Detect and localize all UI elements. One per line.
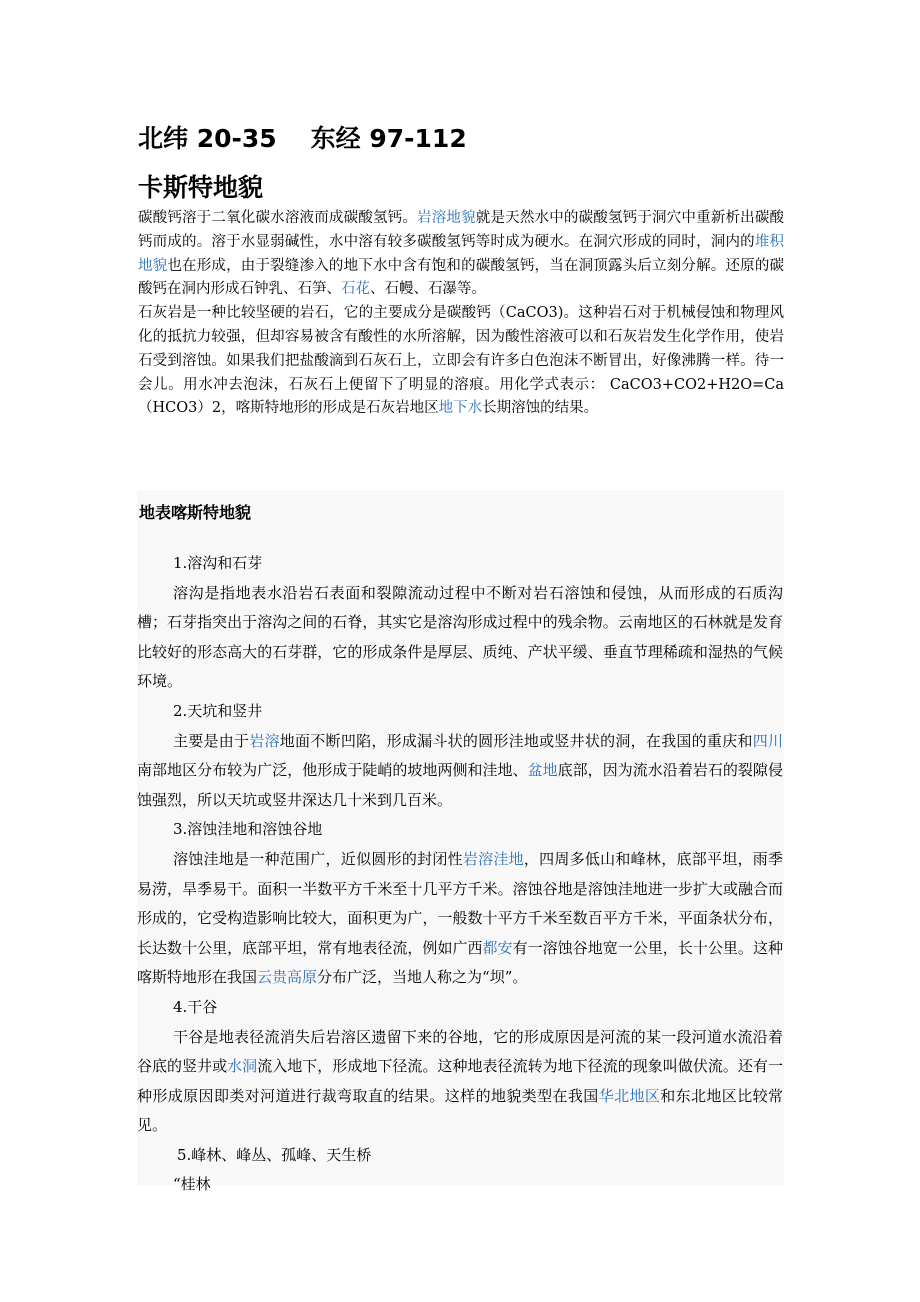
text-run: 地面不断凹陷，形成漏斗状的圆形洼地或竖井状的洞，在我国的重庆和 <box>279 731 753 750</box>
latitude-text: 北纬 20-35 <box>138 124 277 153</box>
text-run: 碳酸钙溶于二氧化碳水溶液而成碳酸氢钙。 <box>138 210 418 226</box>
text-run: 有一溶蚀谷地宽一公里，长十公里。这种喀斯特地形在我国 <box>137 938 783 987</box>
intro-section <box>138 207 784 421</box>
text-run: 干谷是地表径流消失后岩溶区遗留下来的谷地，它的形成原因是河流的某一段河道水流沿着谷底的竖井或 <box>137 1027 783 1076</box>
hyperlink[interactable]: 堆积地貌 <box>138 233 784 274</box>
text-run: 、石幔、石瀑等。 <box>370 281 486 298</box>
text-run: 5.峰林、峰丛、孤峰、天生桥 <box>177 1145 372 1164</box>
hyperlink[interactable]: 云贵高原 <box>257 968 318 987</box>
longitude-text: 东经 97-112 <box>310 124 467 153</box>
section-paragraph <box>137 727 783 816</box>
section-subheading <box>137 815 783 845</box>
text-run: ，四周多低山和峰林，底部平坦，雨季易涝，旱季易干。面积一半数平方千米至十几平方千米。溶蚀谷地是溶蚀洼地进一步扩大或融合而形成的，它受构造影响比较大，面积更为广，一般数十平方千米至数百平方千米，平面条状分布，长达数十公里，底部平坦，常有地表径流，例如广西 <box>137 849 783 957</box>
hyperlink[interactable]: 地下水 <box>438 400 483 417</box>
intro-paragraph-1 <box>138 207 784 302</box>
section-paragraph <box>137 845 783 993</box>
text-run: 石灰岩是一种比较坚硬的岩石，它的主要成分是碳酸钙（CaCO3)。这种岩石对于机械侵蚀和物理风化的抵抗力较强，但却容易被含有酸性的水所溶解，因为酸性溶液可以和石灰岩发生化学作用，使岩石受到溶蚀。如果我们把盐酸滴到石灰石上，立即会有许多白色泡沫不断冒出，好像沸腾一样。待一会儿。用水冲去泡沫，石灰石上便留下了明显的溶痕。用化学式表示： CaCO3+CO2+H2O=Ca（HCO3）2，喀斯特地形的形成是石灰岩地区 <box>138 305 784 417</box>
section-subheading <box>137 1141 783 1171</box>
section-paragraph <box>137 1170 783 1200</box>
section-subheading <box>137 697 783 727</box>
hyperlink[interactable]: 盆地 <box>527 761 558 780</box>
hyperlink[interactable]: 岩溶地貌 <box>417 210 476 226</box>
section-paragraph <box>137 579 783 697</box>
text-run: 3.溶蚀洼地和溶蚀谷地 <box>173 820 323 839</box>
page-title: 卡斯特地貌 <box>138 173 264 202</box>
hyperlink[interactable]: 水洞 <box>227 1057 258 1076</box>
coordinates-heading <box>138 119 467 155</box>
intro-paragraph-2 <box>138 302 784 421</box>
text-run: 2.天坑和竖井 <box>173 701 263 720</box>
text-run: “桂林 <box>173 1175 211 1194</box>
text-run: 溶沟是指地表水沿岩石表面和裂隙流动过程中不断对岩石溶蚀和侵蚀，从而形成的石质沟槽；石芽指突出于溶沟之间的石脊，其实它是溶沟形成过程中的残余物。云南地区的石林就是发育比较好的形态高大的石芽群，它的形成条件是厚层、质纯、产状平缓、垂直节理稀疏和湿热的气候环境。 <box>137 583 783 691</box>
hyperlink[interactable]: 华北地区 <box>598 1086 661 1105</box>
section-subheading <box>137 993 783 1023</box>
surface-karst-panel <box>137 490 784 1194</box>
hyperlink[interactable]: 岩溶洼地 <box>462 849 524 868</box>
hyperlink[interactable]: 岩溶 <box>249 731 280 750</box>
section-subheading <box>137 549 783 579</box>
text-run: 和东北地区比较常见。 <box>137 1086 783 1135</box>
hyperlink[interactable]: 都安 <box>482 938 513 957</box>
text-run: 也在形成，由于裂缝渗入的地下水中含有饱和的碳酸氢钙，当在洞顶露头后立刻分解。还原的碳酸钙在洞内形成石钟乳、石笋、 <box>138 257 784 298</box>
text-run: 4.干谷 <box>173 997 218 1016</box>
text-run: 流入地下，形成地下径流。这种地表径流转为地下径流的现象叫做伏流。还有一种形成原因即类对河道进行裁弯取直的结果。这样的地貌类型在我国 <box>137 1057 783 1105</box>
section-paragraph <box>137 1023 783 1141</box>
text-run: 南部地区分布较为广泛，他形成于陡峭的坡地两侧和洼地、 <box>137 761 528 780</box>
text-run: 底部，因为流水沿着岩石的裂隙侵蚀强烈，所以天坑或竖井深达几十米到几百米。 <box>137 761 783 809</box>
text-run: 就是天然水中的碳酸氢钙于洞穴中重新析出碳酸钙而成的。溶于水显弱碱性，水中溶有较多碳酸氢钙等时成为硬水。在洞穴形成的同时，洞内的 <box>138 210 785 250</box>
text-run: 1.溶沟和石芽 <box>173 554 263 572</box>
text-run: 溶蚀洼地是一种范围广，近似圆形的封闭性 <box>173 849 463 868</box>
text-run: 分布广泛，当地人称之为“坝”。 <box>317 968 528 987</box>
panel-title: 地表喀斯特地貌 <box>139 503 252 522</box>
text-run: 长期溶蚀的结果。 <box>482 400 599 417</box>
hyperlink[interactable]: 四川 <box>752 731 783 750</box>
hyperlink[interactable]: 石花 <box>341 281 370 298</box>
text-run: 主要是由于 <box>173 731 250 750</box>
panel-body <box>137 549 783 1200</box>
